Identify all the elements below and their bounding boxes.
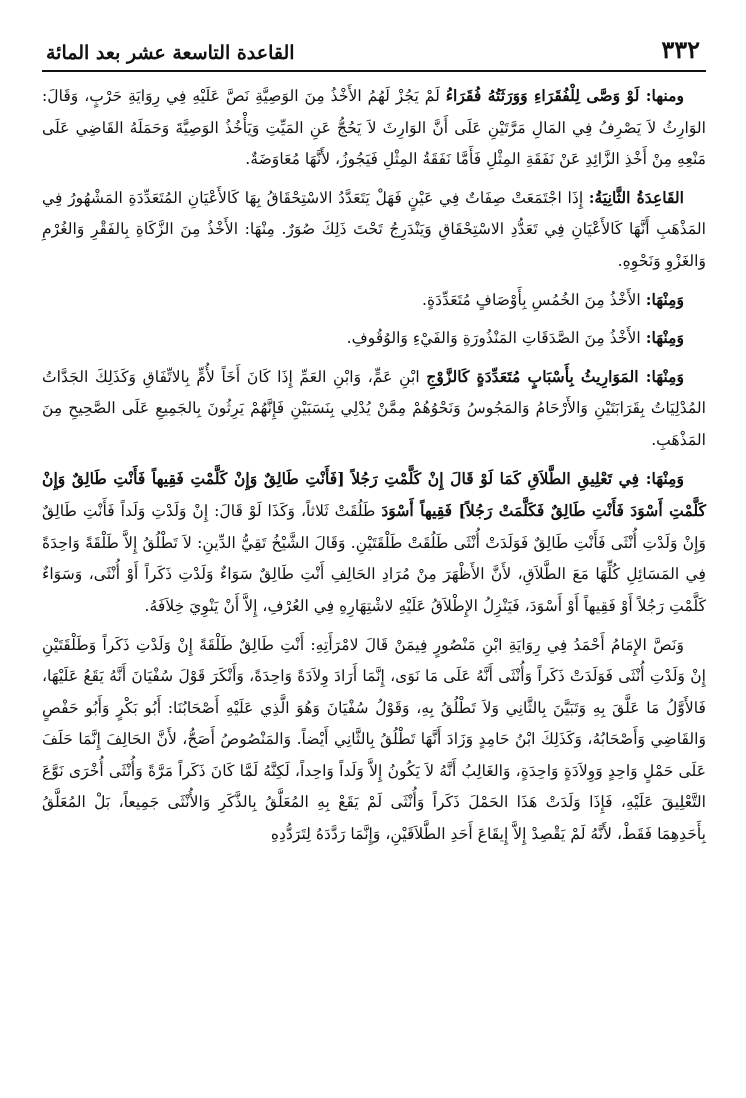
paragraph-lead: وَمِنْهَا: [645,328,684,348]
paragraph-text: الأَخْذُ مِنَ الصَّدَقَاتِ المَنْذُورَةِ وَالفَيْءِ وَالوُقُوفِ. [346,329,646,348]
paragraph-lead: وَمِنْهَا: [645,289,684,309]
paragraph-lead: القَاعِدَةُ الثَّانِيَةُ: [588,187,684,207]
paragraph-text: طَلُقَتْ ثَلاثاً، وَكَذَا لَوْ قَالَ: إِنْ وَلَدْتِ وَلَداً فَأَنْتِ طَالِقٌ وَإِنْ وَلَدْتِ أُنْثَى فَأَنْتِ طَالِقٌ فَوَلَدَتْ أُنْثَى طَلُقَتْ طَلْقَتَيْنِ. وَقَالَ الشَّيْخُ تَقِيُّ الدِّينِ: لاَ تَطْلُقُ إِلاَّ طَلْقَةً وَاحِدَةً فِي المَسَائِلِ كُلِّهَا مَعَ الطَّلاَقِ، لأَنَّ الأَظْهَرَ مِنْ مُرَادِ الحَالِفِ أَنْتِ طَالِقٌ سَوَاءٌ وَلَدْتِ ذَكَراً أَوْ أُنْثَى، وَسَوَاءٌ كَلَّمْتِ رَجُلاً أَوْ فَقِيهاً أَوْ أَسْوَدَ، فَيَنْزِلُ الإِطْلاَقُ عَلَيْهِ لاشْتِهَارِهِ فِي العُرْفِ، إِلاَّ أَنْ يَنْوِيَ خِلاَفَهُ. [42,502,706,615]
paragraph-text: وَنَصَّ الإِمَامُ أَحْمَدُ فِي رِوَايَةِ ابْنِ مَنْصُورٍ فِيمَنْ قَالَ لامْرَأَتِهِ: أَنْتِ طَالِقٌ طَلْقَةً إِنْ وَلَدْتِ ذَكَراً وَطَلْقَتَيْنِ إِنْ وَلَدْتِ أُنْثَى فَوَلَدَتْ ذَكَراً وَأُنْثَى أَنَّهُ عَلَى مَا نَوَى، إِنَّمَا أَرَادَ وِلاَدَةً وَاحِدَةً، وَأَنْكَرَ قَوْلَ سُفْيَانَ أَنَّهُ يَقَعُ عَلَيْهَا، فَالأَوَّلُ مَا عَلَّقَ بِهِ وَتَبَيَّنَ بِالثَّانِي وَلاَ تَطْلُقُ بِهِ، وَقَوْلُ سُفْيَانَ وَهُوَ الَّذِي عَلَيْهِ أَصْحَابُنَا: أَبُو بَكْرٍ وَأَبُو حَفْصٍ وَالقَاضِي وَأَصْحَابُهُ، وَكَذَلِكَ ابْنُ حَامِدٍ وَزَادَ أَنَّهَا تَطْلُقُ بِالثَّانِي أَيْضاً. وَالمَنْصُوصُ أَصَحُّ، لأَنَّ الحَالِفَ إِنَّمَا حَلَفَ عَلَى حَمْلٍ وَاحِدٍ وَوِلاَدَةٍ وَاحِدَةٍ، وَالغَالِبُ أَنَّهُ لاَ يَكُونُ إِلاَّ وَلَداً وَاحِداً، لَكِنَّهُ لَمَّا كَانَ ذَكَراً مَرَّةً وَأُنْثَى أُخْرَى نَوَّعَ التَّعْلِيقَ عَلَيْهِ، فَإِذَا وَلَدَتْ هَذَا الحَمْلَ ذَكَراً وَأُنْثَى لَمْ يَقَعْ بِهِ المُعَلَّقُ بِالذَّكَرِ وَالأُنْثَى جَمِيعاً، بَلْ المُعَلَّقُ بِأَحَدِهِمَا فَقَطْ، لأَنَّهُ لَمْ يَقْصِدْ إِلاَّ إِيقَاعَ أَحَدِ الطَّلاَقَيْنِ، وَإِنَّمَا رَدَّدَهُ لِتَرَدُّدِهِ [42,635,706,844]
paragraph-text: الأَخْذُ مِنَ الخُمُسِ بِأَوْصَافٍ مُتَعَدِّدَةٍ. [421,290,646,309]
paragraph-lead: وَمِنْهَا: المَوَارِيثُ بِأَسْبَابٍ مُتَعَدِّدَةٍ كَالزَّوْجِ [426,366,684,386]
paragraph [42,80,706,176]
page-header [42,0,706,72]
paragraph [42,463,706,623]
page-number: ٣٣٢ [661,35,700,64]
paragraph-lead: ومنها: لَوْ وَصَّى لِلْفُقَرَاءِ وَوَرَثَتُهُ فُقَرَاءُ [445,86,684,105]
paragraph-lead: وَمِنْهَا: فِي تَعْلِيقِ الطَّلاَقِ كَمَا لَوْ قَالَ إِنْ كَلَّمْتِ رَجُلاً [فَأَنْتِ طَالِقٌ وَإِنْ كَلَّمْتِ فَقِيهاً فَأَنْتِ طَالِقٌ وَإِنْ كَلَّمْتِ أَسْوَدَ فَأَنْتِ طَالِقٌ فَكَلَّمَتْ رَجُلاً] فَقِيهاً أَسْوَدَ [42,468,707,521]
paragraph [42,284,706,317]
paragraph [42,629,706,851]
paragraph-text: ابْنِ عَمٍّ، وَابْنِ العَمِّ إِذَا كَانَ أَخَاً لأُمٍّ بِالاتِّفَاقِ وَكَذَلِكَ الجَدَّاتُ المُدْلِيَاتُ بِقَرَابَتَيْنِ وَالأَرْحَامُ وَالمَجُوسُ وَنَحْوُهُمْ مِمَّنْ يُدْلِي بِنَسَبَيْنِ فَإِنَّهُمْ يَرِثُونَ بِالجَمِيعِ عَلَى الصَّحِيحِ مِنَ المَذْهَبِ. [42,367,706,449]
paragraph [42,182,706,278]
page-body [42,72,706,851]
paragraph-text: لَمْ يَجُزْ لَهُمُ الأَخْذُ مِنَ الوَصِيَّةِ نَصَّ عَلَيْهِ فِي رِوَايَةِ حَرْبٍ، وَقَالَ: الوَارِثُ لاَ يَصْرِفُ فِي المَالِ مَرَّتَيْنِ عَلَى أَنَّ الوَارِثَ لاَ يَحُجُّ عَنِ المَيِّتِ وَيَأْخُذُ الوَصِيَّةَ وَحَمَلَهُ القَاضِي عَلَى مَنْعِهِ مِنْ أَخْذِ الزَّائِدِ عَنْ نَفَقَةِ المِثْلِ فَأَمَّا نَفَقَةُ المِثْلِ فَيَجُوزُ، لأَنَّهَا مُعَاوَضَةٌ. [42,87,706,169]
paragraph [42,322,706,355]
paragraph-text: إِذَا اجْتَمَعَتْ صِفَاتٌ فِي عَيْنٍ فَهَلْ يَتَعَدَّدُ الاسْتِحْقَاقُ بِهَا كَالأَعْيَانِ المُتَعَدِّدَةِ المَشْهُورُ فِي المَذْهَبِ أَنَّهَا كَالأَعْيَانِ فِي تَعَدُّدِ الاسْتِحْقَاقِ وَيَنْدَرِجُ تَحْتَ ذَلِكَ صُوَرٌ. مِنْهَا: الأَخْذُ مِنَ الزَّكَاةِ بِالفَقْرِ وَالغُرْمِ وَالغَزْوِ وَنَحْوِهِ. [42,188,706,270]
paragraph [42,361,706,457]
running-title: القاعدة التاسعة عشر بعد المائة [46,42,295,64]
